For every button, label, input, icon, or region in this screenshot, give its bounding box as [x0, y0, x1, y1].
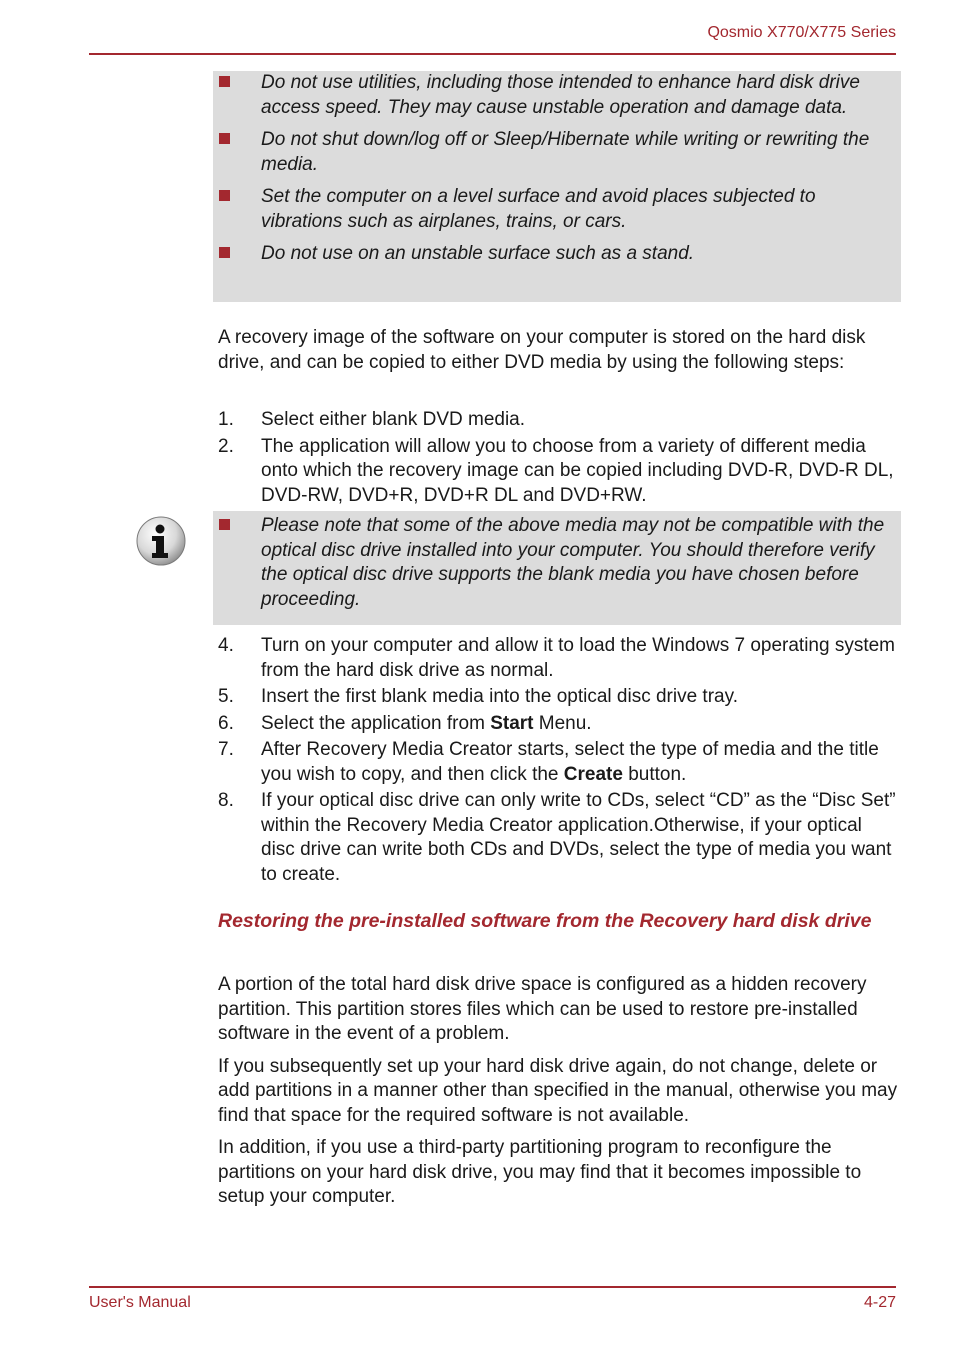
note-box — [213, 511, 901, 625]
bullet-square-icon — [219, 190, 230, 201]
intro-paragraph: A recovery image of the software on your computer is stored on the hard disk drive, and can be copied to either DVD media by using the following steps: — [218, 327, 866, 373]
steps-list-a — [218, 408, 898, 510]
page-number: 4-27 — [863, 1294, 896, 1311]
caution-bullet: Do not use utilities, including those intended to enhance hard disk drive access speed. They may cause unstable operation and damage data. — [213, 71, 901, 120]
list-item: 4. Turn on your computer and allow it to load the Windows 7 operating system from the hard disk drive as normal. — [218, 635, 896, 681]
list-item: 8. If your optical disc drive can only write to CDs, select “CD” as the “Disc Set” within the Recovery Media Creator application.Otherwise, if your optical disc drive can write both CDs and DVDs, select the type of media you want to create. — [218, 790, 896, 885]
caution-bullet: Do not shut down/log off or Sleep/Hibernate while writing or rewriting the media. — [213, 128, 901, 177]
footer-rule — [89, 1286, 896, 1288]
list-item: 5. Insert the first blank media into the optical disc drive tray. — [218, 686, 738, 707]
caution-box — [213, 71, 901, 302]
body-paragraph: A portion of the total hard disk drive space is configured as a hidden recovery partition. This partition stores files which can be used to restore pre-installed software in the event of a problem. — [218, 974, 867, 1044]
list-item: 6. Select the application from Start Menu. — [218, 712, 592, 734]
list-item: 1. Select either blank DVD media. — [218, 409, 526, 430]
note-bullet: Please note that some of the above media may not be compatible with the optical disc drive installed into your computer. You should therefore verify the optical disc drive supports the blank media you have chosen before proceeding. — [213, 514, 901, 612]
caution-bullet: Do not use on an unstable surface such as a stand. — [213, 242, 901, 267]
bullet-square-icon — [219, 247, 230, 258]
list-item: 7. After Recovery Media Creator starts, select the type of media and the title you wish to copy, and then click the Create button. — [218, 739, 879, 785]
header-rule — [89, 53, 896, 55]
section-heading: Restoring the pre-installed software from the Recovery hard disk drive — [218, 910, 872, 932]
body-paragraph: In addition, if you use a third-party partitioning program to reconfigure the partitions on your hard disk drive, you may find that it becomes impossible to setup your computer. — [218, 1137, 862, 1207]
bullet-square-icon — [219, 519, 230, 530]
bullet-square-icon — [219, 76, 230, 87]
caution-bullet: Set the computer on a level surface and avoid places subjected to vibrations such as airplanes, trains, or cars. — [213, 185, 901, 234]
body-paragraph: If you subsequently set up your hard disk drive again, do not change, delete or add partitions in a manner other than specified in the manual, otherwise you may find that space for the required software is not available. — [218, 1055, 898, 1126]
info-icon — [135, 515, 187, 567]
steps-list-b — [218, 634, 898, 889]
list-item: 2. The application will allow you to choose from a variety of different media onto which the recovery image can be copied including DVD-R, DVD-R DL, DVD-RW, DVD+R, DVD+R DL and DVD+RW. — [218, 435, 894, 506]
section-body — [218, 973, 898, 1218]
running-header: Qosmio X770/X775 Series — [707, 24, 896, 41]
bullet-square-icon — [219, 133, 230, 144]
footer-manual-label: User's Manual — [89, 1294, 191, 1311]
